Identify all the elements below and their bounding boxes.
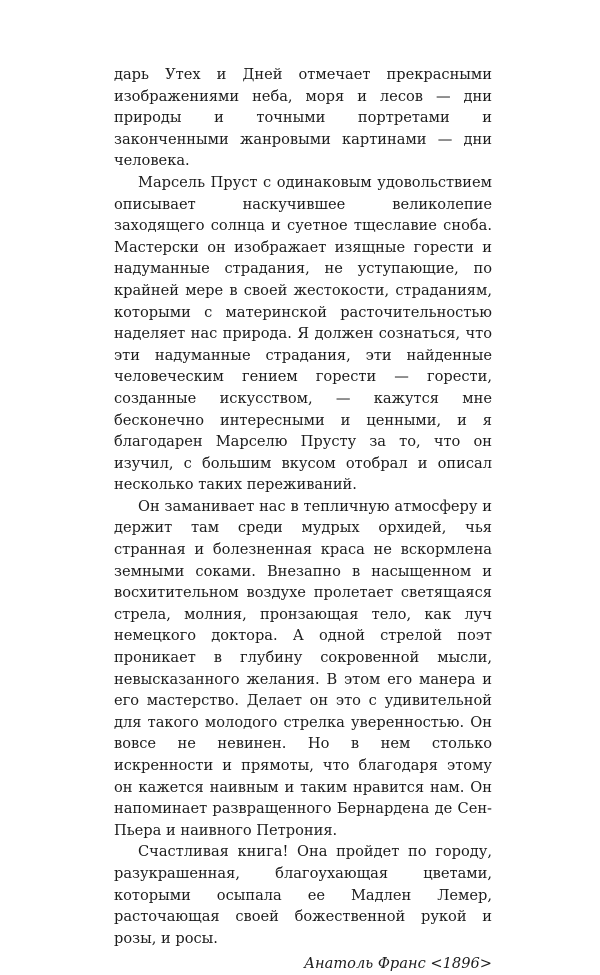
author-signature: Анатоль Франс <1896> (303, 955, 492, 973)
paragraph-greenhouse: Он заманивает нас в тепличную атмосферу и держит там среди мудрых орхидей, чья странная и болезненная краса не вскормлена земными соками. Внезапно в насыщенном и восхитительном воздухе пролетает светящаяся стрела, молния, пронзающая тело, как луч немецкого доктора. А одной стрелой поэт проникает в глубину сокровенной мысли, невысказанного желания. В этом его манера и его мастерство. Делает он это с удивительной для такого молодого стрелка уверенностью. Он вовсе не невинен. Но в нем столько искренности и прямоты, что благодаря этому он кажется наивным и таким нравится нам. Он напоминает развращенного Бернардена де Сен-Пьера и наивного Петрония. (114, 497, 492, 839)
paragraph-happy-book: Счастливая книга! Она пройдет по городу, разукрашенная, благоухающая цветами, которыми осыпала ее Мадлен Лемер, расточающая своей божественной рукой и розы, и росы. (114, 843, 492, 947)
paragraph-proust: Марсель Пруст с одинаковым удовольствием описывает наскучившее великолепие заходящего солнца и суетное тщеславие сноба. Мастерски он изображает изящные горести и надуманные страдания, не уступающие, по крайней мере в своей жестокости, страданиям, которыми с материнской расточительностью наделяет нас природа. Я должен сознаться, что эти надуманные страдания, эти найденные человеческим гением горести — горести, созданные искусством, — кажутся мне бесконечно интересными и ценными, и я благодарен Марселю Прусту за то, что он изучил, с большим вкусом отобрал и описал несколько таких переживаний. (114, 173, 492, 494)
paragraph-continued: дарь Утех и Дней отмечает прекрасными изображениями неба, моря и лесов — дни природы и точными портретами и законченными жанровыми картинами — дни человека. (114, 66, 492, 170)
text-block (114, 64, 492, 975)
